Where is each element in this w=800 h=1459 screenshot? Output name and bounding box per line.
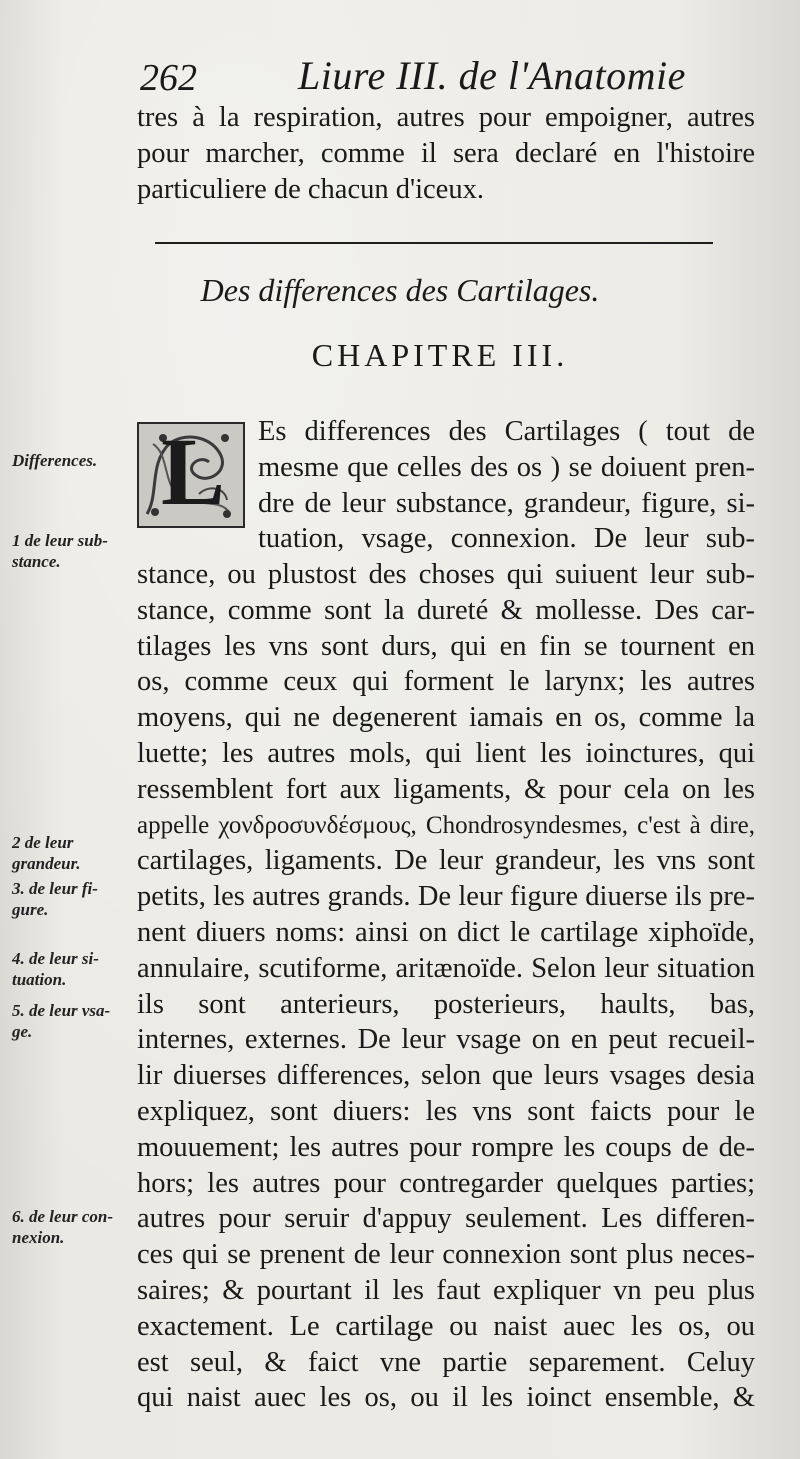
text-line: stance, comme sont la dureté & mollesse. Des car- (137, 594, 755, 626)
text-line: nent diuers noms: ainsi on dict le cartilage xiphoïde, (137, 916, 755, 948)
page-number: 262 (140, 57, 197, 99)
margin-note-line: Differences. (12, 451, 98, 470)
page-header (140, 52, 750, 102)
text-line: saires; & pourtant il les faut expliquer vn peu plus (137, 1274, 755, 1306)
chapter-body (137, 557, 755, 1416)
text-line: petits, les autres grands. De leur figure diuerse ils pre- (137, 881, 755, 913)
running-head: Liure III. de l'Anatomie (298, 53, 686, 98)
drop-cap-letter: L (161, 422, 226, 525)
text-line: expliquez, sont diuers: les vns sont faicts pour le (137, 1095, 755, 1127)
text-line: ressemblent fort aux ligaments, & pour cela on les (137, 773, 755, 805)
text-line: os, comme ceux qui forment le larynx; les autres (137, 666, 755, 698)
margin-note-situation (12, 948, 134, 990)
margin-note-line: 5. de leur vsa- (12, 1001, 111, 1020)
text-line: tuation, vsage, connexion. De leur sub- (258, 523, 755, 555)
margin-note-line: ge. (12, 1022, 33, 1041)
margin-note-usage (12, 1000, 134, 1042)
text-line: particuliere de chacun d'iceux. (137, 173, 484, 205)
margin-note-line: 2 de leur (12, 833, 74, 852)
text-line: hors; les autres pour contregarder quelques parties; (137, 1167, 755, 1199)
text-line: stance, ou plustost des choses qui suiuent leur sub- (137, 559, 755, 590)
margin-note-line: 1 de leur sub- (12, 531, 108, 550)
margin-note-substance (12, 530, 134, 572)
text-line: Es differences des Cartilages ( tout de (258, 416, 755, 447)
chapter-opening-lines (258, 414, 755, 557)
text-line: ils sont anterieurs, posterieurs, haults, bas, (137, 988, 755, 1020)
margin-note-line: grandeur. (12, 854, 81, 873)
margin-note-line: stance. (12, 552, 61, 571)
text-line: annulaire, scutiforme, aritænoïde. Selon leur situation (137, 952, 755, 984)
text-line: pour marcher, comme il sera declaré en l'histoire (137, 137, 755, 169)
text-line: luette; les autres mols, qui lient les ioinctures, qui (137, 737, 755, 769)
text-line: mouuement; les autres pour rompre les coups de de- (137, 1131, 755, 1163)
section-title: Des differences des Cartilages. (200, 272, 600, 308)
margin-note-line: 6. de leur con- (12, 1207, 114, 1226)
margin-note-line: 3. de leur fi- (12, 879, 98, 898)
text-line: lir diuerses differences, selon que leurs vsages desia (137, 1060, 755, 1092)
text-line: internes, externes. De leur vsage on en peut recueil- (137, 1024, 755, 1056)
section-divider (155, 242, 713, 244)
text-line: ces qui se prenent de leur connexion sont plus neces- (137, 1239, 755, 1271)
text-line: moyens, qui ne degenerent iamais en os, comme la (137, 702, 755, 734)
text-line: autres pour seruir d'appuy seulement. Les differen- (137, 1203, 755, 1235)
text-line: dre de leur substance, grandeur, figure, si- (258, 487, 755, 519)
text-line: mesme que celles des os ) se doiuent pren- (258, 451, 755, 483)
margin-note-connexion (12, 1206, 134, 1248)
margin-note-line: nexion. (12, 1228, 65, 1247)
text-line: tres à la respiration, autres pour empoigner, autres (137, 102, 755, 133)
margin-note-grandeur (12, 832, 134, 874)
margin-note-figure (12, 878, 134, 920)
margin-note-line: gure. (12, 900, 49, 919)
margin-note-line: tuation. (12, 970, 67, 989)
text-line: est seul, & faict vne partie separement. Celuy (137, 1346, 755, 1378)
margin-note-differences (12, 450, 134, 471)
intro-paragraph (137, 100, 755, 207)
chapter-title: CHAPITRE III. (311, 337, 569, 373)
text-line: exactement. Le cartilage ou naist auec les os, ou (137, 1310, 755, 1342)
text-line: cartilages, ligaments. De leur grandeur, les vns sont (137, 845, 755, 877)
margin-note-line: 4. de leur si- (12, 949, 99, 968)
ornamental-initial (137, 422, 245, 528)
text-line: qui naist auec les os, ou il les ioinct ensemble, & (137, 1382, 755, 1414)
text-line: tilages les vns sont durs, qui en fin se tournent en (137, 630, 755, 662)
text-line: appelle χονδροσυνδέσμους, Chondrosyndesmes, c'est à dire, (137, 811, 755, 839)
